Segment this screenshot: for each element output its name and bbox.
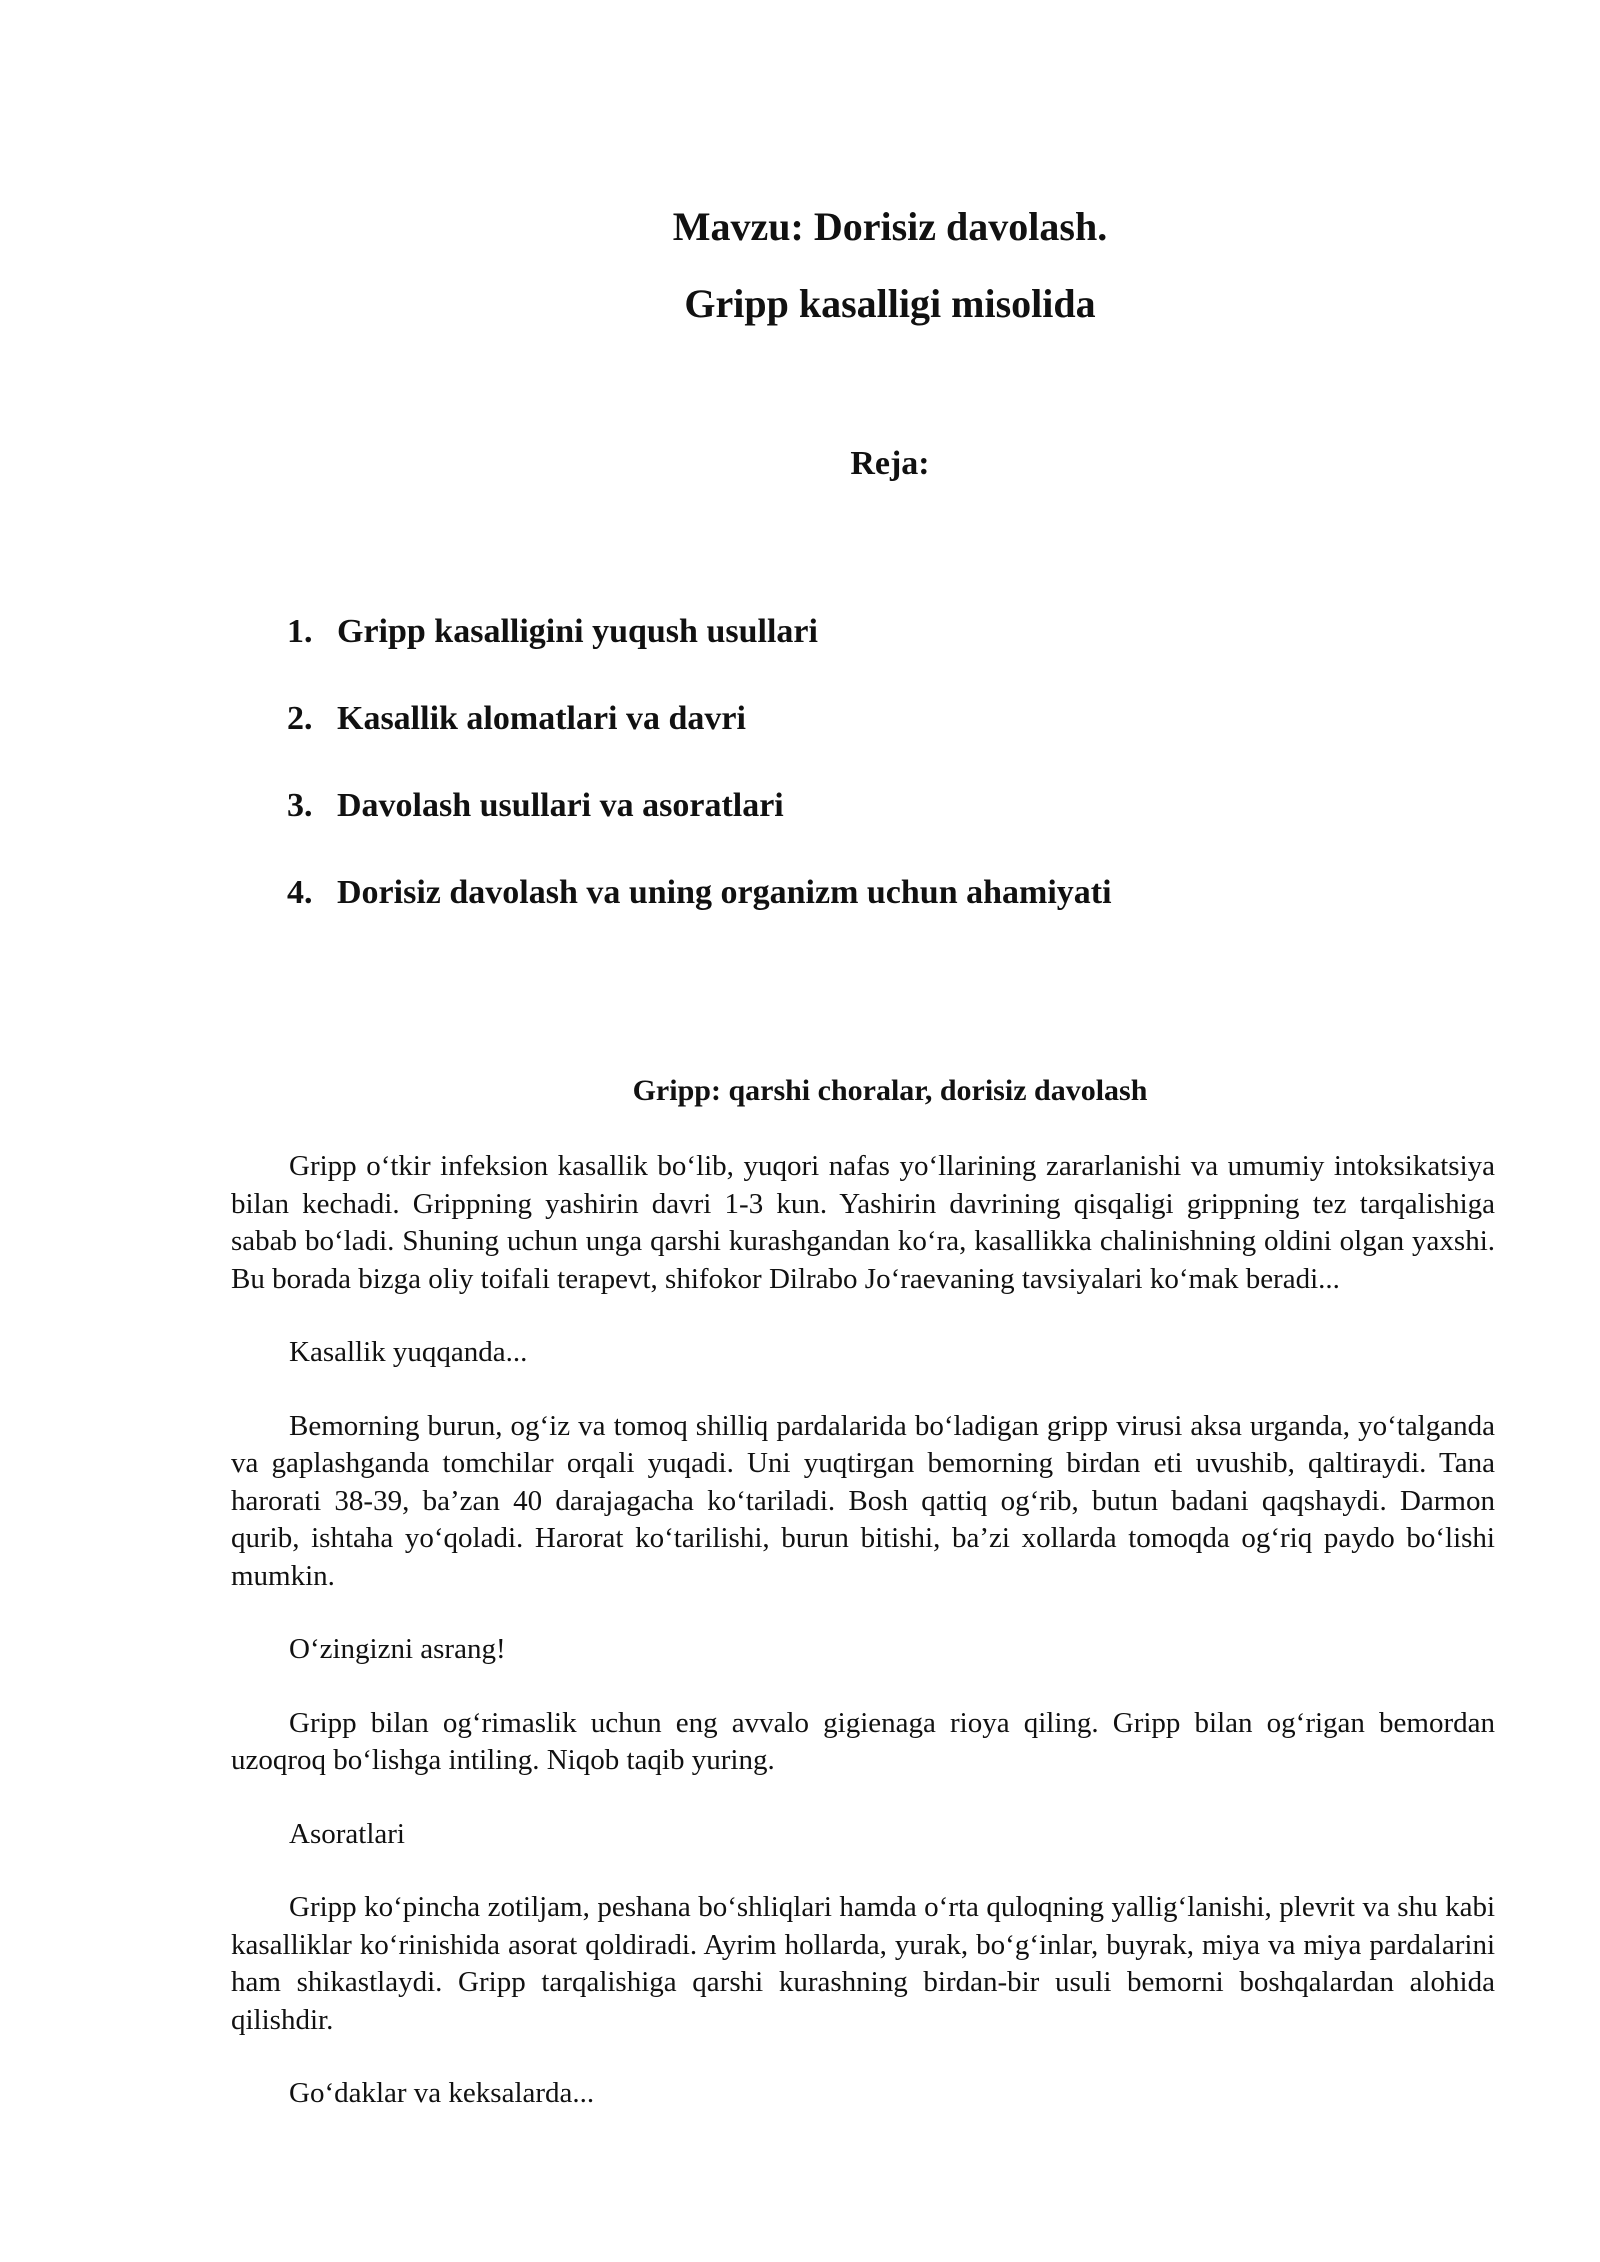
document-title: Mavzu: Dorisiz davolash. (672, 204, 1108, 249)
plan-item (287, 876, 1112, 963)
paragraph: Kasallik yuqqanda... (289, 1336, 528, 1368)
paragraph: O‘zingizni asrang! (289, 1633, 506, 1665)
paragraph: Gripp o‘tkir infeksion kasallik bo‘lib, yuqori nafas yo‘llarining zararlanishi va umumiy intoksikatsiya bilan kechadi. Grippning yashirin davri 1-3 kun. Yashirin davrining qisqaligi grippning tez tarqalishiga sabab bo‘ladi. Shuning uchun unga qarshi kurashgandan ko‘ra, kasallikka chalinishning oldini olgan yaxshi. Bu borada bizga oliy toifali terapevt, shifokor Dilrabo Jo‘raevaning tavsiyalari ko‘mak beradi... (231, 1150, 1495, 1295)
plan-item-text: Dorisiz davolash va uning organizm uchun ahamiyati (337, 874, 1112, 911)
paragraph: Gripp bilan og‘rimaslik uchun eng avvalo gigienaga rioya qiling. Gripp bilan og‘rigan bemordan uzoqroq bo‘lishga intiling. Niqob taqib yuring. (231, 1706, 1495, 1776)
document-subtitle: Gripp kasalligi misolida (684, 281, 1096, 326)
plan-item-number: 4. (287, 874, 313, 911)
plan-item-number: 1. (287, 613, 313, 650)
paragraph: Gripp ko‘pincha zotiljam, peshana bo‘shliqlari hamda o‘rta quloqning yallig‘lanishi, plevrit va shu kabi kasalliklar ko‘rinishida asorat qoldiradi. Ayrim hollarda, yurak, bo‘g‘inlar, buyrak, miya va miya pardalarini ham shikastlaydi. Gripp tarqalishiga qarshi kurashning birdan-bir usuli bemorni boshqalardan alohida qilishdir. (231, 1891, 1495, 2036)
paragraph: Go‘daklar va keksalarda... (289, 2077, 595, 2109)
body-text (231, 1148, 1495, 2149)
plan-item-text: Gripp kasalligini yuqush usullari (337, 613, 818, 650)
paragraph: Asoratlari (289, 1817, 405, 1850)
plan-item (287, 615, 1112, 702)
plan-item-text: Kasallik alomatlari va davri (337, 700, 746, 737)
plan-heading: Reja: (850, 445, 930, 482)
plan-item (287, 702, 1112, 789)
plan-list (287, 615, 1112, 963)
section-heading: Gripp: qarshi choralar, dorisiz davolash (632, 1074, 1148, 1107)
plan-item (287, 789, 1112, 876)
paragraph: Bemorning burun, og‘iz va tomoq shilliq pardalarida bo‘ladigan gripp virusi aksa urganda, yo‘talganda va gaplashganda tomchilar orqali yuqadi. Uni yuqtirgan bemorning birdan eti uvushib, qaltiraydi. Tana harorati 38-39, ba’zan 40 darajagacha ko‘tariladi. Bosh qattiq og‘rib, butun badani qaqshaydi. Darmon qurib, ishtaha yo‘qoladi. Harorat ko‘tarilishi, burun bitishi, ba’zi xollarda tomoqda og‘riq paydo bo‘lishi mumkin. (231, 1409, 1495, 1592)
plan-item-number: 3. (287, 787, 313, 824)
plan-item-text: Davolash usullari va asoratlari (337, 787, 784, 824)
plan-item-number: 2. (287, 700, 313, 737)
